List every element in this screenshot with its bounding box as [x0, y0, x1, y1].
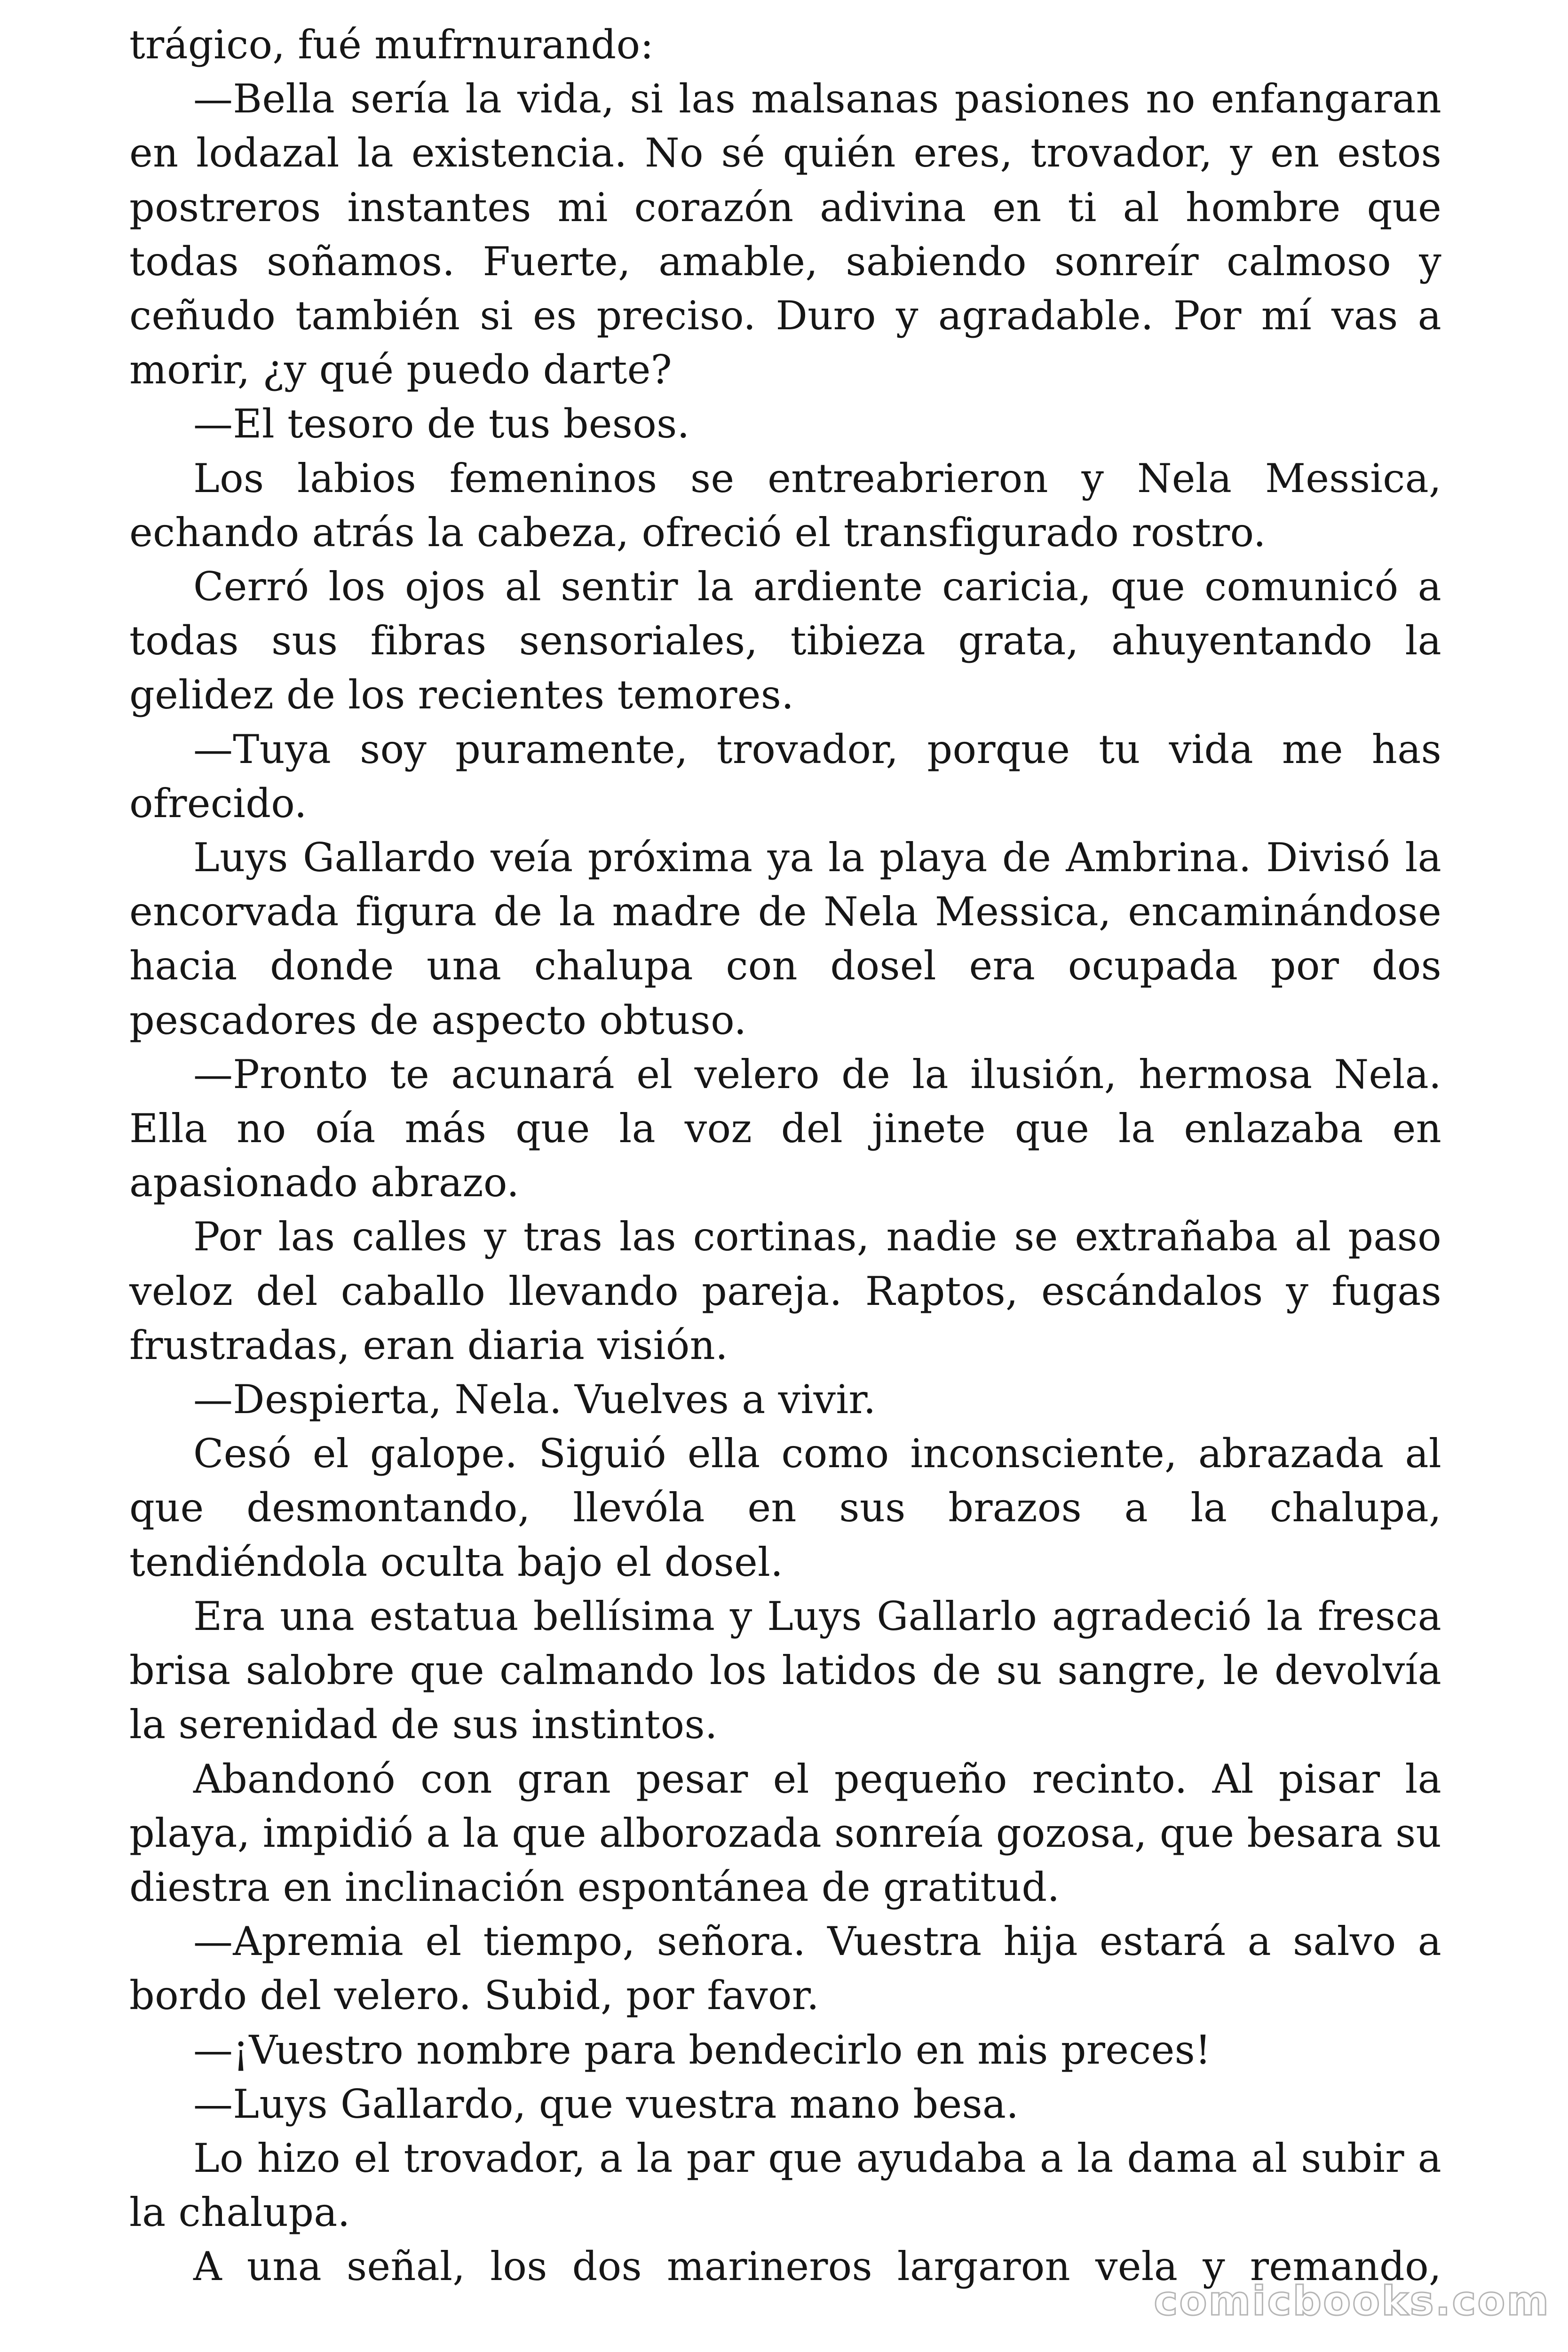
- paragraph: trágico, fué mufrnurando:: [129, 22, 654, 68]
- paragraph: —Pronto te acunará el velero de la ilusión, hermosa Nela. Ella no oía más que la voz del jinete que la enlazaba en apasionado abrazo.: [129, 1051, 1441, 1206]
- paragraph: A una señal, los dos marineros largaron vela y remando,: [193, 2243, 1441, 2290]
- paragraph: Cerró los ojos al sentir la ardiente caricia, que comunicó a todas sus fibras sensoriales, tibieza grata, ahuyentando la gelidez de los recientes temores.: [129, 564, 1441, 718]
- paragraph: —El tesoro de tus besos.: [193, 401, 690, 447]
- page-text: [129, 18, 1441, 2313]
- paragraph: Cesó el galope. Siguió ella como inconsciente, abrazada al que desmontando, llevóla en sus brazos a la chalupa, tendiéndola oculta bajo el dosel.: [129, 1430, 1441, 1585]
- watermark-logo: comicbooks.com: [1154, 2278, 1550, 2325]
- paragraph: Los labios femeninos se entreabrieron y Nela Messica, echando atrás la cabeza, ofreció el transfigurado rostro.: [129, 455, 1441, 556]
- paragraph: —¡Vuestro nombre para bendecirlo en mis preces!: [193, 2026, 1212, 2073]
- paragraph: —Tuya soy puramente, trovador, porque tu vida me has ofrecido.: [129, 726, 1441, 826]
- paragraph: —Despierta, Nela. Vuelves a vivir.: [193, 1376, 876, 1423]
- paragraph: Por las calles y tras las cortinas, nadie se extrañaba al paso veloz del caballo llevando pareja. Raptos, escándalos y fugas frustradas, eran diaria visión.: [129, 1214, 1441, 1368]
- paragraph: Lo hizo el trovador, a la par que ayudaba a la dama al subir a la chalupa.: [129, 2135, 1441, 2236]
- paragraph: Luys Gallardo veía próxima ya la playa de Ambrina. Divisó la encorvada figura de la madre de Nela Messica, encaminándose hacia donde una chalupa con dosel era ocupada por dos pescadores de aspecto obtuso.: [129, 834, 1441, 1043]
- paragraph: Abandonó con gran pesar el pequeño recinto. Al pisar la playa, impidió a la que alborozada sonreía gozosa, que besara su diestra en inclinación espontánea de gratitud.: [129, 1756, 1441, 1910]
- paragraph: Era una estatua bellísima y Luys Gallarlo agradeció la fresca brisa salobre que calmando los latidos de su sangre, le devolvía la serenidad de sus instintos.: [129, 1593, 1441, 1748]
- paragraph: —Apremia el tiempo, señora. Vuestra hija estará a salvo a bordo del velero. Subid, por favor.: [129, 1918, 1441, 2019]
- paragraph: —Bella sería la vida, si las malsanas pasiones no enfangaran en lodazal la existencia. No sé quién eres, trovador, y en estos postreros instantes mi corazón adivina en ti al hombre que todas soñamos. Fuerte, amable, sabiendo sonreír calmoso y ceñudo también si es preciso. Duro y agradable. Por mí vas a morir, ¿y qué puedo darte?: [129, 76, 1441, 393]
- paragraph: —Luys Gallardo, que vuestra mano besa.: [193, 2081, 1019, 2127]
